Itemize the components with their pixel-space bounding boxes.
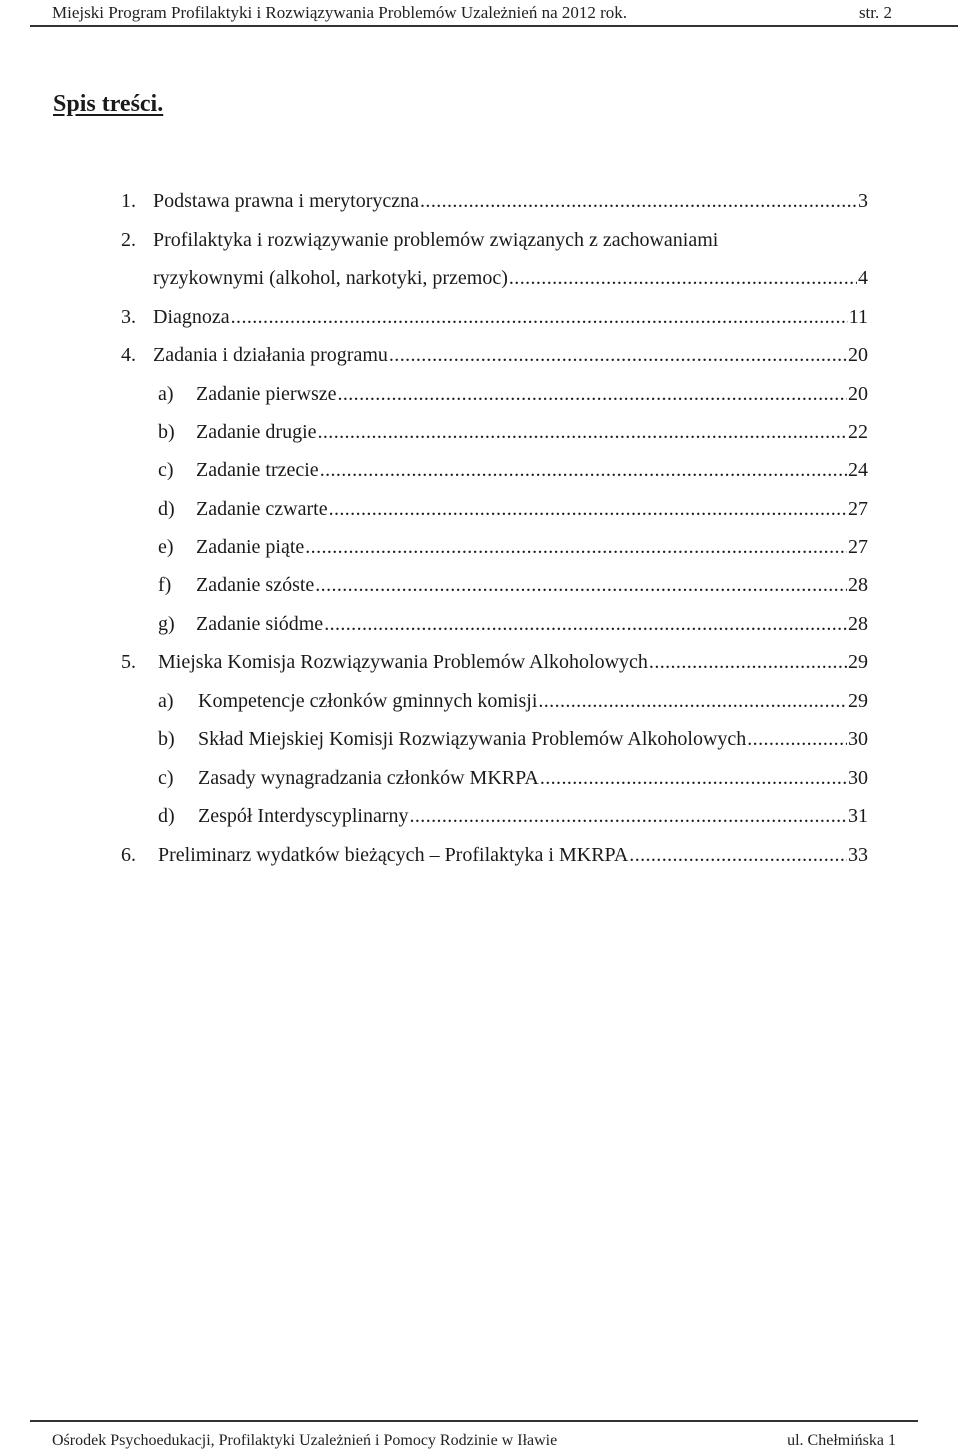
toc-entry-number: c) xyxy=(158,767,174,789)
header-title: Miejski Program Profilaktyki i Rozwiązywania Problemów Uzależnień na 2012 rok. xyxy=(52,3,628,22)
toc-entry-page: 11 xyxy=(848,306,868,328)
toc-entry-number: 1. xyxy=(121,190,136,212)
toc-entry-page: 3 xyxy=(858,190,868,212)
toc-leader-dots xyxy=(509,263,857,293)
toc-entry-number: b) xyxy=(158,728,175,750)
toc-entry-number: e) xyxy=(158,536,174,558)
toc-entry-number: a) xyxy=(158,383,174,405)
toc-leader-dots xyxy=(315,570,847,600)
toc-entry-text: Zespół Interdyscyplinarny xyxy=(198,805,409,827)
toc-entry-1[interactable] xyxy=(121,186,868,216)
toc-entry-4f[interactable] xyxy=(158,570,868,600)
header-divider xyxy=(30,25,958,27)
toc-entry-page: 29 xyxy=(848,690,868,712)
toc-entry-5a[interactable] xyxy=(158,686,868,716)
toc-entry-page: 28 xyxy=(848,574,868,596)
toc-entry-4[interactable] xyxy=(121,340,868,370)
toc-entry-3[interactable] xyxy=(121,302,868,332)
page-header xyxy=(52,2,930,26)
footer-divider xyxy=(30,1420,918,1422)
toc-entry-text: Zasady wynagradzania członków MKRPA xyxy=(198,767,539,789)
toc-entry-5d[interactable] xyxy=(158,801,868,831)
toc-entry-page: 29 xyxy=(848,651,868,673)
toc-leader-dots xyxy=(329,494,847,524)
toc-entry-text: Zadanie drugie xyxy=(196,421,317,443)
toc-entry-text: Zadanie szóste xyxy=(196,574,315,596)
toc-leader-dots xyxy=(420,186,857,216)
toc-entry-text: Diagnoza xyxy=(153,306,230,328)
toc-entry-page: 22 xyxy=(848,421,868,443)
toc-entry-text: Zadanie pierwsze xyxy=(196,383,337,405)
toc-leader-dots xyxy=(538,686,847,716)
toc-entry-5b[interactable] xyxy=(158,724,868,754)
toc-entry-text: Podstawa prawna i merytoryczna xyxy=(153,190,420,212)
toc-leader-dots xyxy=(649,647,847,677)
toc-entry-number: a) xyxy=(158,690,174,712)
toc-entry-number: d) xyxy=(158,805,175,827)
toc-entry-page: 20 xyxy=(848,383,868,405)
toc-leader-dots xyxy=(318,417,848,447)
toc-entry-text-continuation: ryzykownymi (alkohol, narkotyki, przemoc) xyxy=(153,267,508,289)
toc-leader-dots xyxy=(389,340,847,370)
footer-organization: Ośrodek Psychoedukacji, Profilaktyki Uzależnień i Pomocy Rodzinie w Iławie xyxy=(52,1432,558,1449)
toc-leader-dots xyxy=(629,840,847,870)
toc-entry-page: 20 xyxy=(848,344,868,366)
header-page-number: str. 2 xyxy=(858,3,892,22)
toc-entry-4a[interactable] xyxy=(158,379,868,409)
toc-entry-2[interactable] xyxy=(121,225,718,255)
toc-entry-text: Preliminarz wydatków bieżących – Profilaktyka i MKRPA xyxy=(158,844,629,866)
toc-leader-dots xyxy=(337,379,847,409)
toc-leader-dots xyxy=(540,763,847,793)
toc-entry-number: d) xyxy=(158,498,175,520)
toc-entry-4d[interactable] xyxy=(158,494,868,524)
toc-entry-number: 2. xyxy=(121,229,136,251)
toc-entry-text: Zadanie piąte xyxy=(196,536,305,558)
toc-entry-2-continuation[interactable] xyxy=(153,263,868,293)
toc-entry-text: Skład Miejskiej Komisji Rozwiązywania Problemów Alkoholowych xyxy=(198,728,747,750)
toc-entry-number: g) xyxy=(158,613,175,635)
toc-leader-dots xyxy=(231,302,848,332)
toc-entry-4e[interactable] xyxy=(158,532,868,562)
toc-title: Spis treści. xyxy=(53,91,164,117)
toc-entry-text: Zadania i działania programu xyxy=(153,344,388,366)
toc-entry-text: Zadanie siódme xyxy=(196,613,324,635)
toc-entry-4g[interactable] xyxy=(158,609,868,639)
toc-leader-dots xyxy=(324,609,847,639)
toc-entry-page: 27 xyxy=(848,536,868,558)
toc-entry-text: Profilaktyka i rozwiązywanie problemów związanych z zachowaniami xyxy=(153,229,719,251)
toc-entry-number: f) xyxy=(158,574,172,596)
toc-entry-number: c) xyxy=(158,459,174,481)
toc-entry-5[interactable] xyxy=(121,647,868,677)
toc-entry-page: 27 xyxy=(848,498,868,520)
toc-entry-number: 3. xyxy=(121,306,136,328)
toc-entry-page: 31 xyxy=(848,805,868,827)
toc-entry-page: 33 xyxy=(848,844,868,866)
toc-entry-page: 28 xyxy=(848,613,868,635)
toc-entry-page: 30 xyxy=(848,728,868,750)
toc-entry-text: Miejska Komisja Rozwiązywania Problemów Alkoholowych xyxy=(158,651,648,673)
page-footer xyxy=(52,1431,896,1453)
toc-entry-page: 4 xyxy=(858,267,868,289)
toc-leader-dots xyxy=(410,801,848,831)
toc-leader-dots xyxy=(747,724,847,754)
toc-entry-number: b) xyxy=(158,421,175,443)
toc-entry-4b[interactable] xyxy=(158,417,868,447)
toc-entry-text: Zadanie trzecie xyxy=(196,459,319,481)
toc-entry-page: 30 xyxy=(848,767,868,789)
toc-entry-number: 4. xyxy=(121,344,136,366)
toc-entry-page: 24 xyxy=(848,459,868,481)
toc-leader-dots xyxy=(305,532,847,562)
toc-entry-6[interactable] xyxy=(121,840,868,870)
footer-address: ul. Chełmińska 1 xyxy=(787,1432,896,1449)
toc-entry-4c[interactable] xyxy=(158,455,868,485)
toc-entry-text: Kompetencje członków gminnych komisji xyxy=(198,690,538,712)
toc-entry-number: 6. xyxy=(121,844,136,866)
toc-entry-5c[interactable] xyxy=(158,763,868,793)
toc-entry-text: Zadanie czwarte xyxy=(196,498,328,520)
toc-leader-dots xyxy=(320,455,847,485)
toc-entry-number: 5. xyxy=(121,651,136,673)
